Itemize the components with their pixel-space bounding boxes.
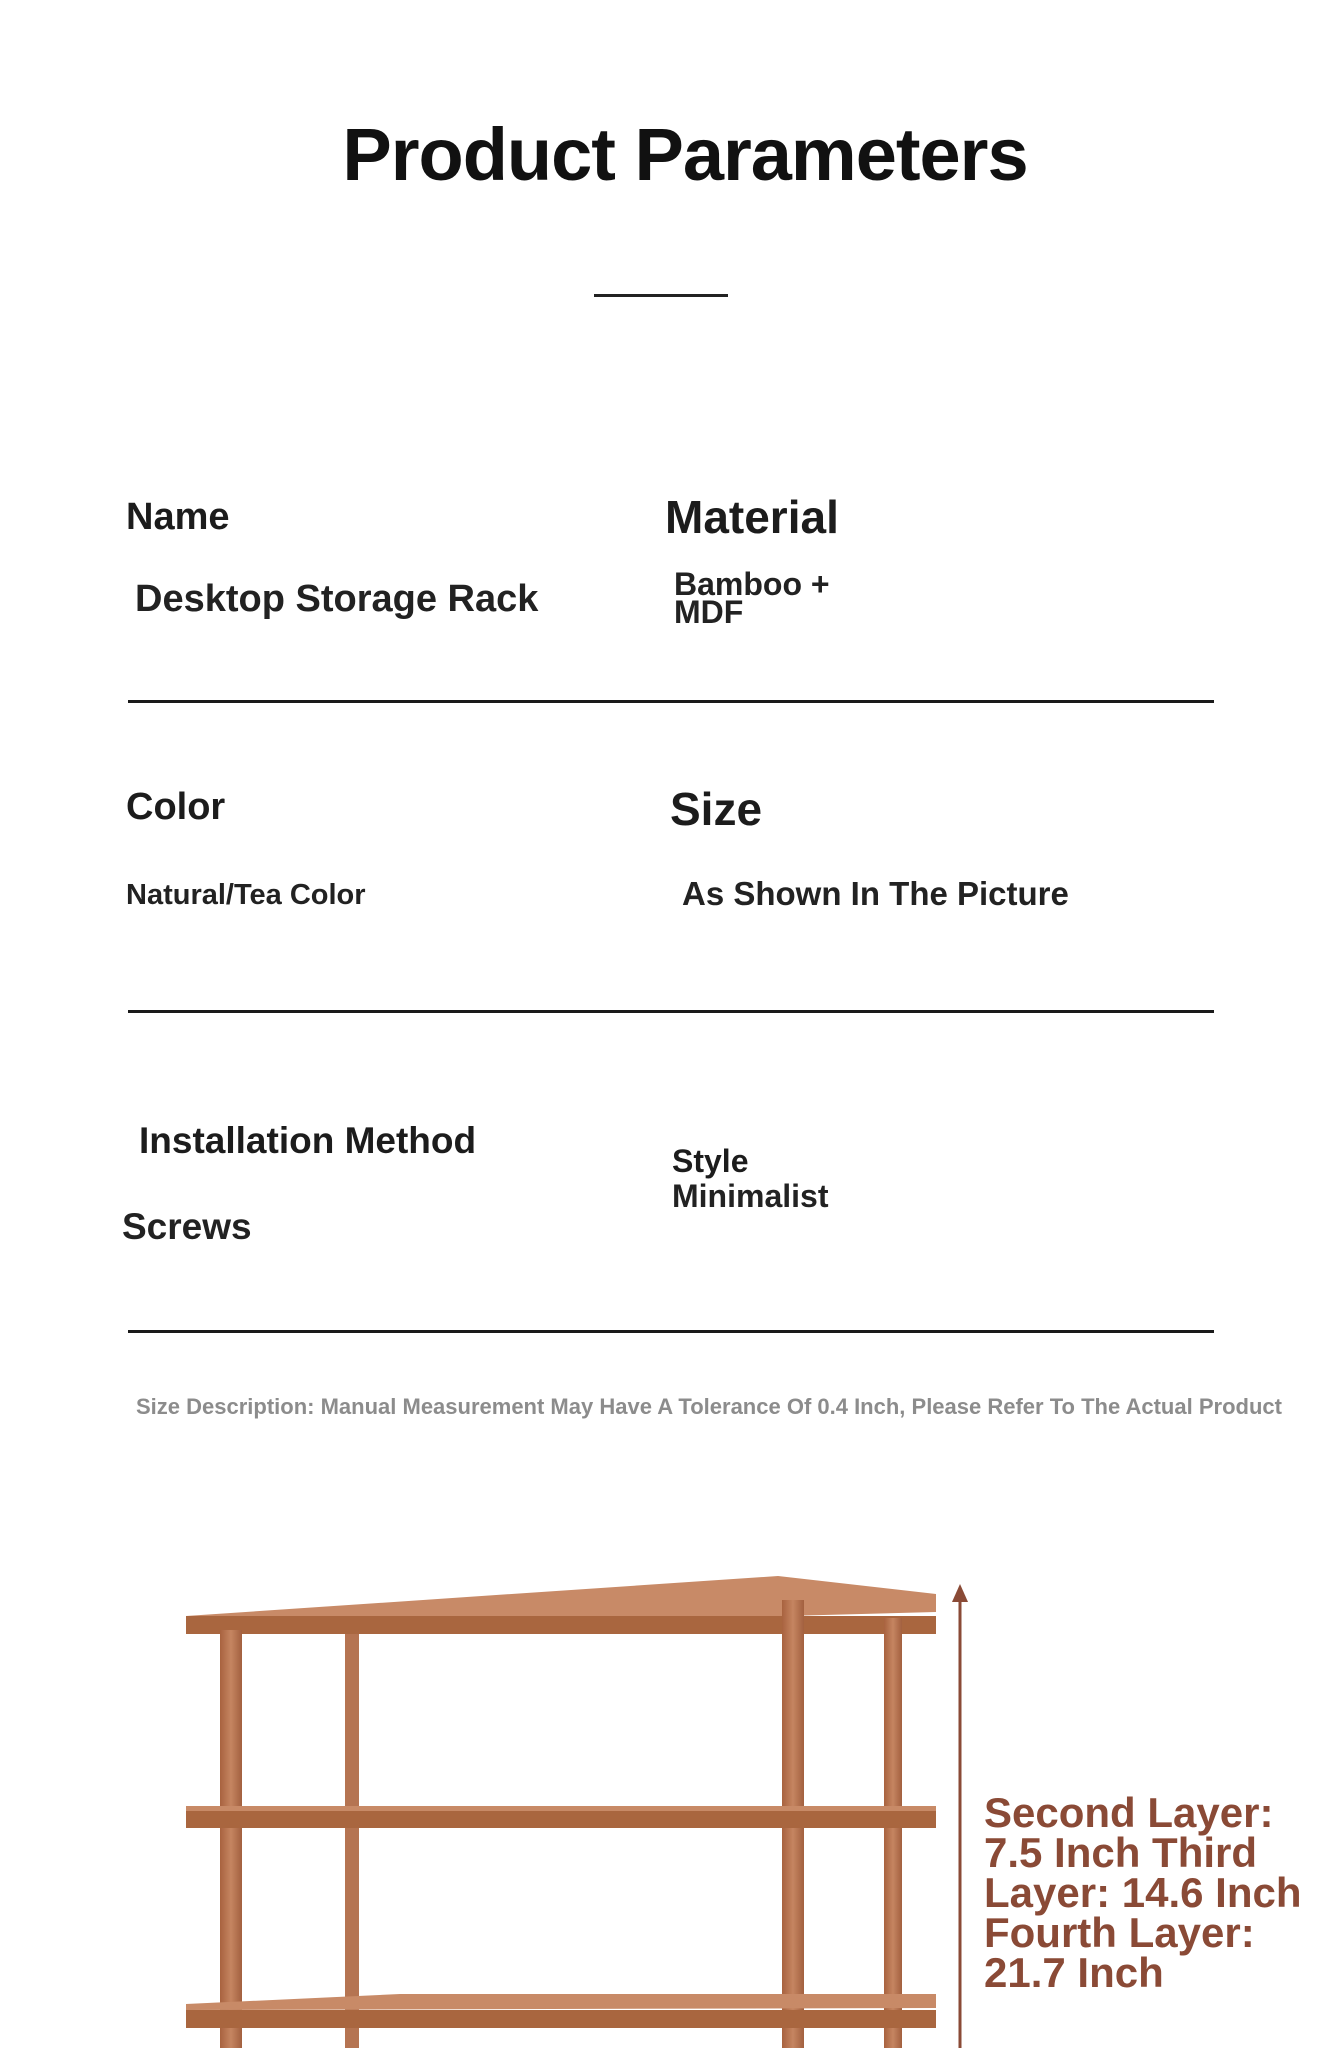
lower-shelf-surface [186, 1994, 936, 2010]
material-value [674, 566, 830, 630]
divider-1 [128, 700, 1214, 703]
material-value-line2: MDF [674, 594, 744, 630]
size-value: As Shown In The Picture [682, 875, 1069, 912]
installation-label: Installation Method [139, 1120, 477, 1161]
color-value: Natural/Tea Color [126, 879, 366, 911]
back-post-left [345, 1622, 359, 2048]
divider-2 [128, 1010, 1214, 1013]
shelf-illustration [150, 1560, 970, 2048]
divider-3 [128, 1330, 1214, 1333]
material-label: Material [665, 491, 839, 543]
name-value: Desktop Storage Rack [135, 578, 539, 620]
top-shelf-edge [186, 1616, 936, 1634]
middle-shelf-surface [186, 1806, 936, 1811]
color-label: Color [126, 786, 226, 828]
side-post-right [884, 1618, 902, 2048]
material-value-line1: Bamboo + [674, 566, 830, 602]
installation-value: Screws [122, 1206, 252, 1247]
style-label: Style [672, 1143, 749, 1179]
lower-shelf-edge [186, 2010, 936, 2028]
layer-dimensions-label: Second Layer: 7.5 Inch Third Layer: 14.6 Inch Fourth Layer: 21.7 Inch [984, 1789, 1302, 1996]
height-arrow-head [952, 1584, 968, 1602]
title-underline [594, 294, 728, 297]
size-label: Size [670, 783, 763, 835]
middle-shelf-edge [186, 1810, 936, 1828]
name-label: Name [126, 496, 230, 538]
size-description-note: Size Description: Manual Measurement May Have A Tolerance Of 0.4 Inch, Please Refer To The Actual Product [136, 1394, 1282, 1419]
style-value: Minimalist [672, 1178, 829, 1214]
front-post-left [220, 1630, 242, 2048]
page-title: Product Parameters [342, 113, 1028, 196]
